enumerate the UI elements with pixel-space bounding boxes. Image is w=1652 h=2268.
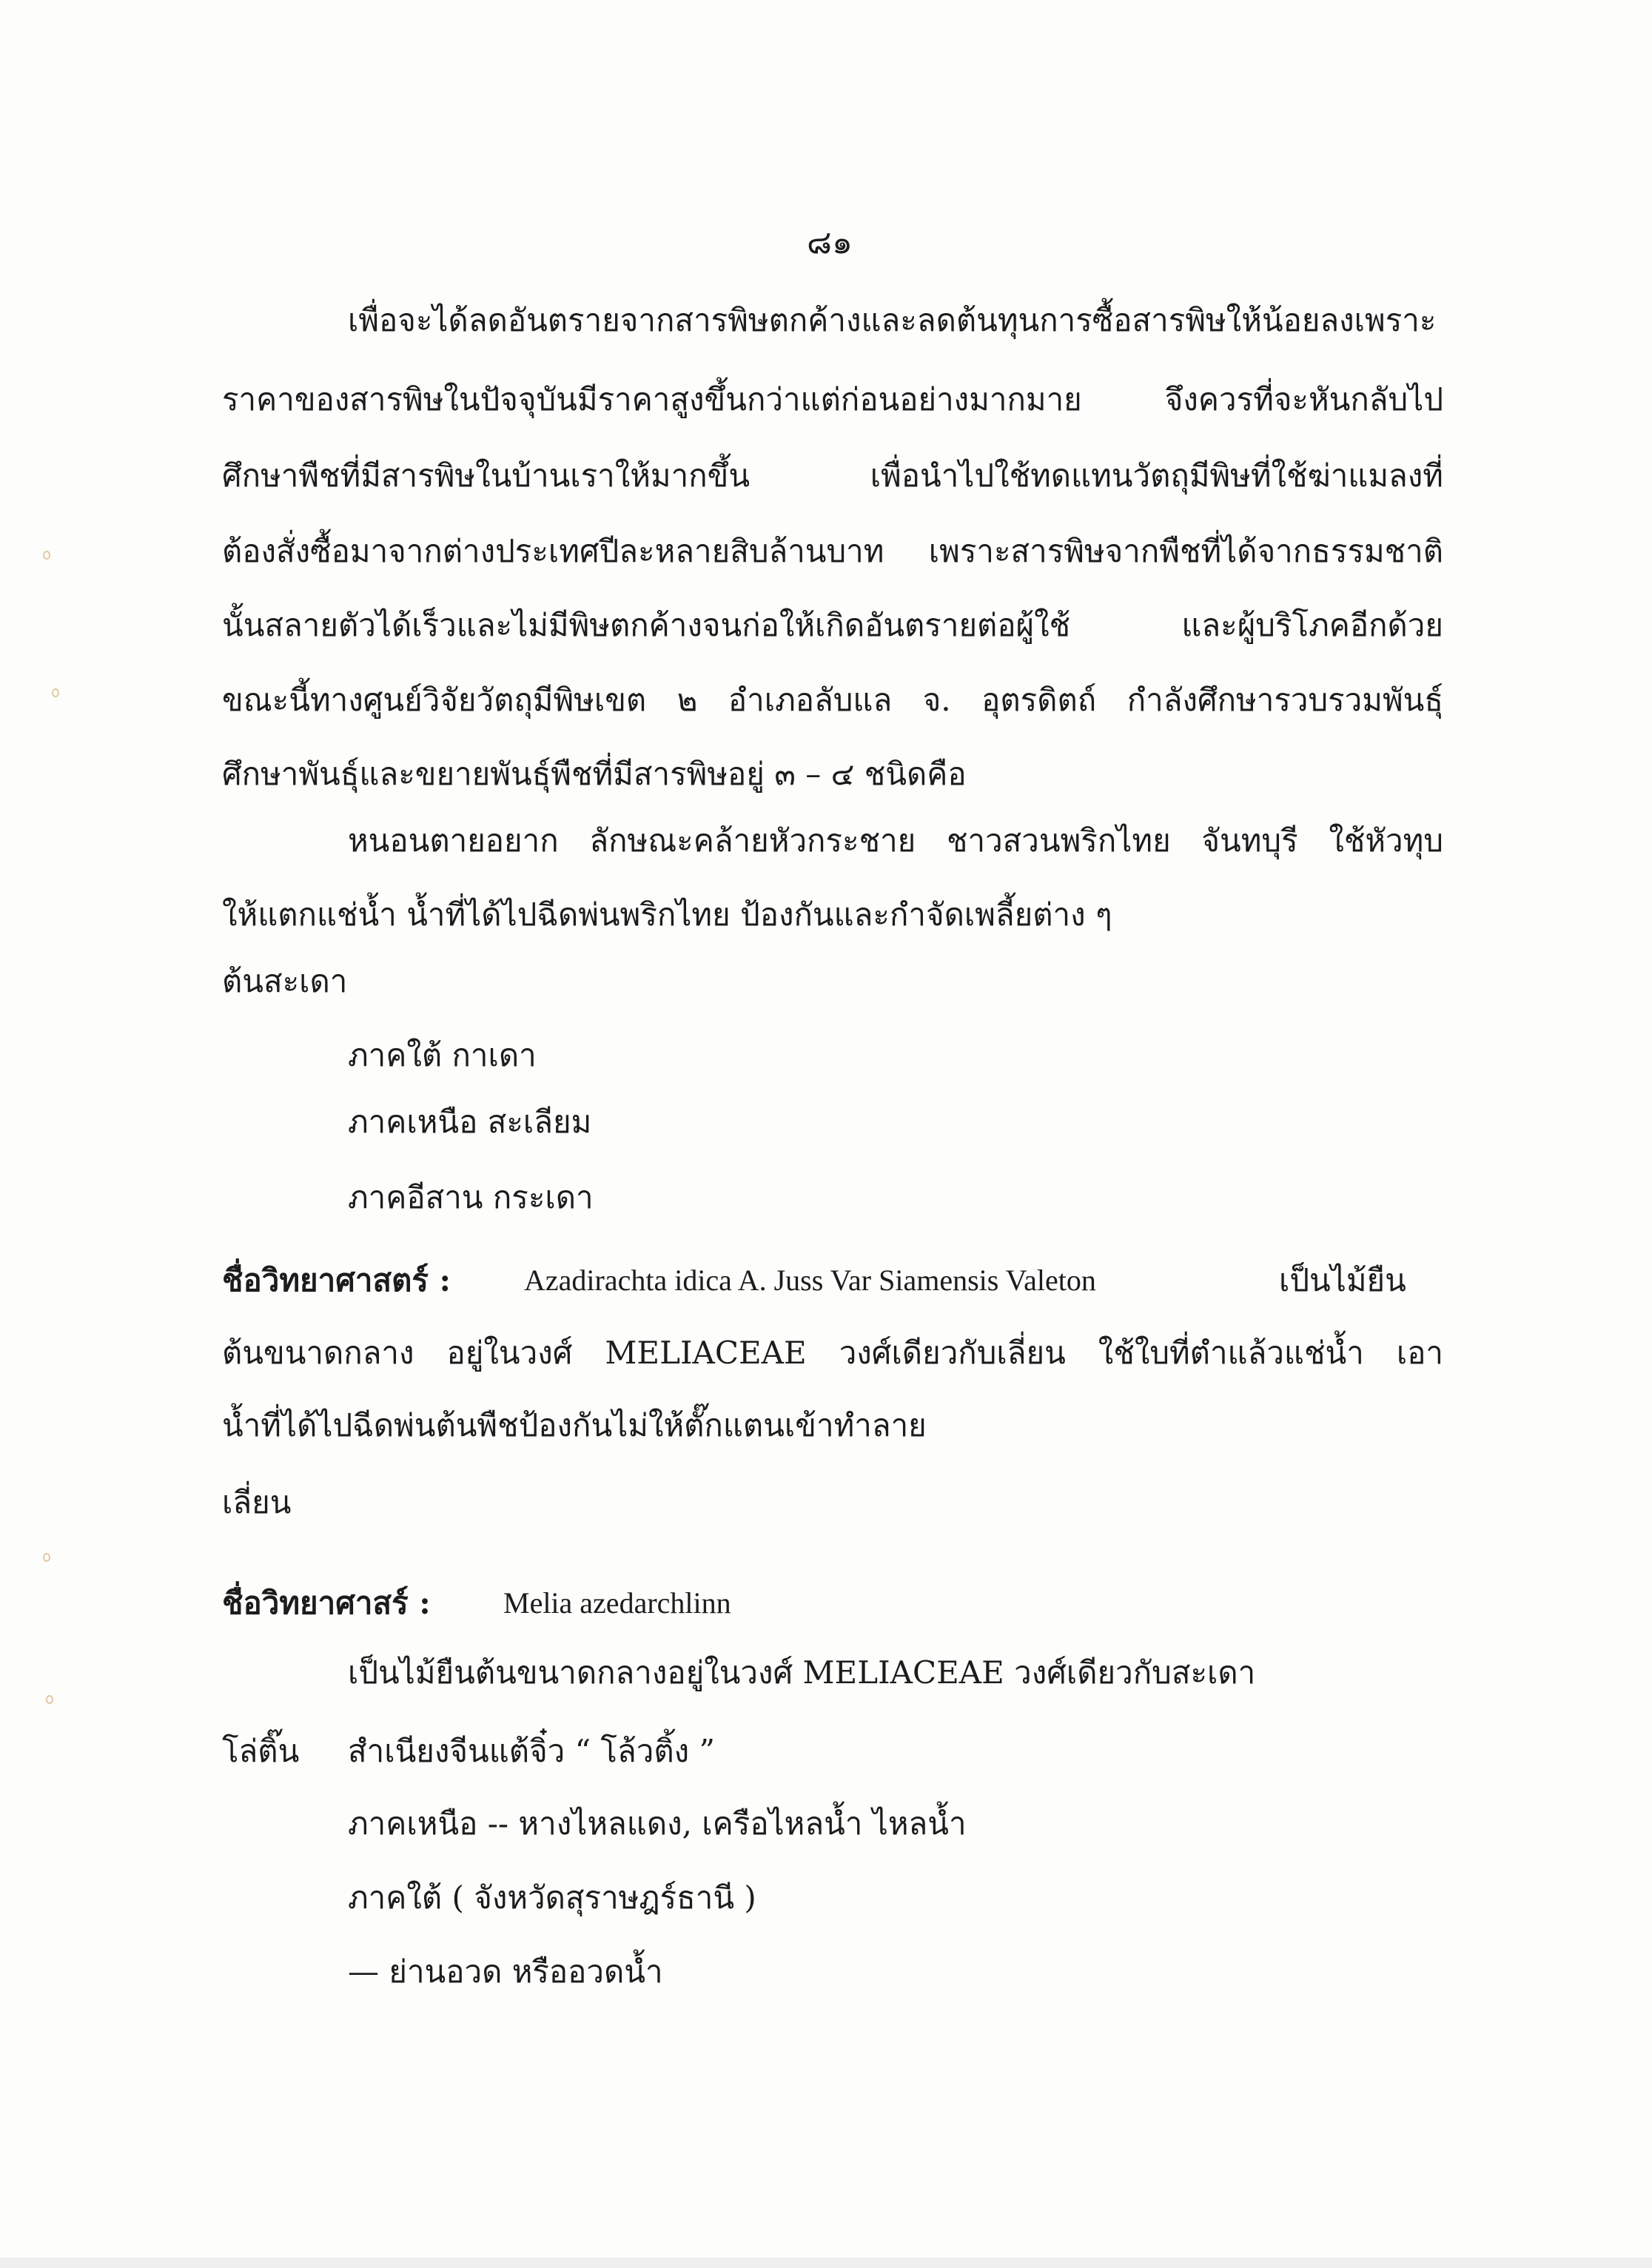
chinese-name: สำเนียงจีนแต้จิ๋ว “ โล้วติ้ง ”	[348, 1733, 715, 1769]
scientific-name-label: ชื่อวิทยาศาสตร์ :	[222, 1262, 451, 1298]
description-line: เป็นไม้ยืนต้นขนาดกลางอยู่ในวงศ์ MELIACEAE วงศ์เดียวกับสะเดา	[348, 1654, 1256, 1691]
scientific-name: Melia azedarchlinn	[503, 1586, 731, 1620]
local-name: ภาคใต้ ( จังหวัดสุราษฎร์ธานี )	[348, 1879, 756, 1916]
paragraph-line: หนอนตายอยาก ลักษณะคล้ายหัวกระชาย ชาวสวนพริกไทย จันทบุรี ใช้หัวทุบ	[348, 822, 1443, 859]
paragraph-line: ขณะนี้ทางศูนย์วิจัยวัตถุมีพิษเขต ๒ อำเภอลับแล จ. อุตรดิตถ์ กำลังศึกษารวบรวมพันธุ์	[222, 682, 1443, 718]
local-name: ภาคอีสาน กระเดา	[348, 1179, 594, 1215]
paragraph-line: ต้องสั่งซื้อมาจากต่างประเทศปีละหลายสิบล้านบาท เพราะสารพิษจากพืชที่ได้จากธรรมชาติ	[222, 533, 1443, 569]
section-title-neem: ต้นสะเดา	[222, 963, 348, 999]
scan-edge	[0, 2258, 1652, 2268]
paragraph-line: นั้นสลายตัวได้เร็วและไม่มีพิษตกค้างจนก่อให้เกิดอันตรายต่อผู้ใช้ และผู้บริโภคอีกด้วย	[222, 607, 1443, 643]
scientific-name: Azadirachta idica A. Juss Var Siamensis Valeton	[524, 1264, 1096, 1297]
local-name: ภาคเหนือ สะเลียม	[348, 1104, 592, 1140]
page-number: ๘๑	[807, 224, 853, 261]
paragraph-line: ศึกษาพันธุ์และขยายพันธุ์พืชที่มีสารพิษอยู่ ๓ – ๔ ชนิดคือ	[222, 756, 967, 792]
scan-speck	[46, 1695, 53, 1704]
local-name: ภาคเหนือ -- หางไหลแดง, เครือไหลน้ำ ไหลน้ำ	[348, 1805, 967, 1842]
description-line: น้ำที่ได้ไปฉีดพ่นต้นพืชป้องกันไม่ให้ตั๊กแตนเข้าทำลาย	[222, 1407, 927, 1443]
scan-speck	[43, 551, 50, 560]
paragraph-line: ราคาของสารพิษในปัจจุบันมีราคาสูงขึ้นกว่าแต่ก่อนอย่างมากมาย จึงควรที่จะหันกลับไป	[222, 381, 1443, 417]
scan-speck	[52, 688, 59, 697]
description-line: ต้นขนาดกลาง อยู่ในวงศ์ MELIACEAE วงศ์เดียวกับเลี่ยน ใช้ใบที่ตำแล้วแช่น้ำ เอา	[222, 1335, 1443, 1371]
paragraph-line: ศึกษาพืชที่มีสารพิษในบ้านเราให้มากขึ้น เพื่อนำไปใช้ทดแทนวัตถุมีพิษที่ใช้ฆ่าแมลงที่	[222, 457, 1443, 494]
paragraph-line: ให้แตกแช่น้ำ น้ำที่ได้ไปฉีดพ่นพริกไทย ป้องกันและกำจัดเพลี้ยต่าง ๆ	[222, 896, 1112, 933]
local-name: ภาคใต้ กาเดา	[348, 1037, 537, 1073]
section-title-loting: โล่ติ๊น	[222, 1733, 300, 1769]
local-name: — ย่านอวด หรืออวดน้ำ	[348, 1953, 663, 1990]
scientific-name-label: ชื่อวิทยาศาสร์ :	[222, 1585, 431, 1621]
scan-speck	[43, 1553, 50, 1562]
section-title-lian: เลี่ยน	[222, 1484, 292, 1520]
paragraph-line: เพื่อจะได้ลดอันตรายจากสารพิษตกค้างและลดต้นทุนการซื้อสารพิษให้น้อยลงเพราะ	[348, 302, 1437, 338]
description-line: เป็นไม้ยืน	[1279, 1262, 1406, 1298]
